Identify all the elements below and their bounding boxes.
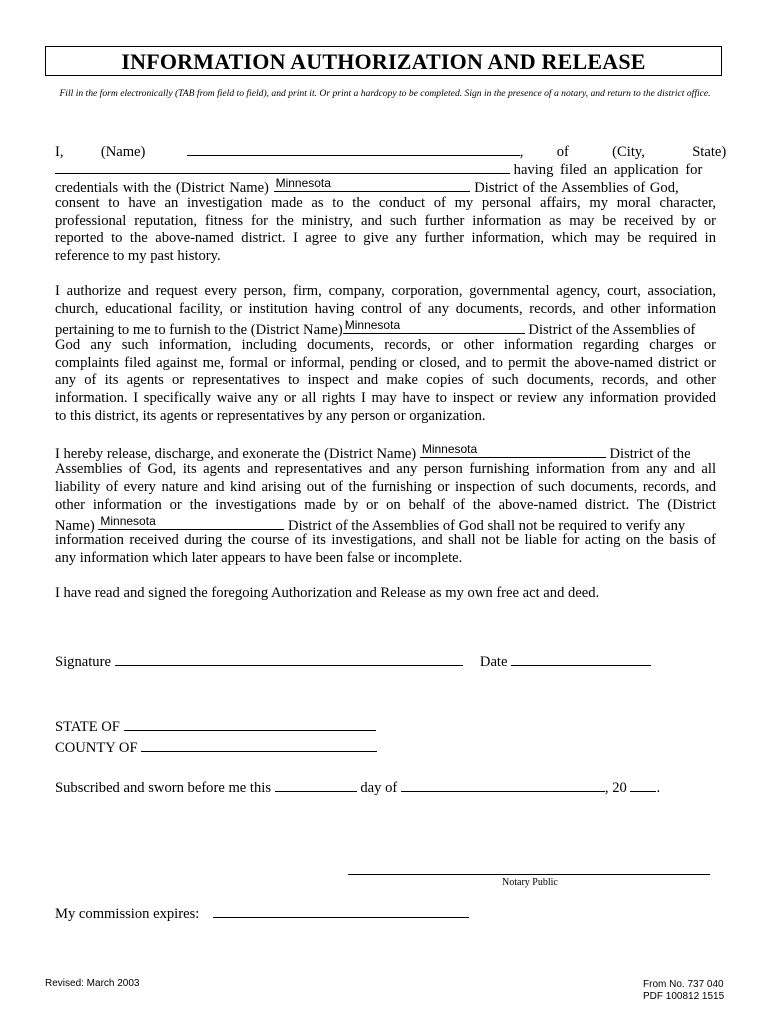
district-value-3: Minnesota [421,442,478,457]
release-line-3: liability of every nature and kind arising out of the furnishing or inspection of such documents, records, and [55,478,716,495]
authorize-line-8: to this district, its agents or representatives by any person or organization. [55,408,486,425]
state-label: State) [692,144,727,160]
city-label: (City, [612,144,645,160]
sworn-year-field[interactable] [630,778,656,792]
form-instructions: Fill in the form electronically (TAB from field to field), and print it. Or print a hardcopy to be completed. Sign in the presence of a notary, and return to the district office. [59,88,711,99]
pdf-no: PDF 100812 1515 [643,991,725,1002]
district-suffix-2: District of the Assemblies of [528,321,696,338]
state-of-field[interactable] [124,717,376,731]
paragraph-acknowledge [55,585,716,603]
consent-line-2: professional reputation, fitness for the ministry, and such further information as may be received by or [55,212,716,229]
paragraph-release [55,443,716,568]
commission-label: My commission expires: [55,906,200,922]
of-label: of [556,144,569,160]
release-line-2: Assemblies of God, its agents and representatives and any person furnishing information from any and all [55,460,716,477]
day-of-label: day of [360,780,398,796]
signature-label: Signature [55,654,111,670]
form-number [643,979,724,1003]
district-label-4: Name) [55,517,95,534]
county-of-field[interactable] [141,738,377,752]
paragraph-consent [55,141,727,266]
name-city-line: I, (Name) , of (City, State) [55,141,716,159]
year-prefix-label: , 20 [604,780,627,796]
district-suffix-3: District of the [609,446,691,462]
name-label: (Name) [100,144,146,160]
sworn-label: Subscribed and sworn before me this [55,780,272,796]
district-value-2: Minnesota [344,317,401,332]
signature-row [55,652,651,671]
authorize-line-2: church, educational facility, or institution having control of any documents, records, and other information [55,300,716,317]
district-line-1 [55,177,716,195]
authorize-line-7: information. I specifically waive any or all rights I may have to inspect or review any information provided [55,390,716,407]
city-state-line [55,159,716,177]
paragraph-authorize [55,283,716,426]
consent-line-3: reported to the above-named district. I agree to give any further information, which may be required in [55,230,716,247]
district-suffix-1: District of the Assemblies of God, [474,179,679,196]
sworn-month-field[interactable] [401,778,605,792]
district-line-3 [55,443,716,461]
district-line-2 [55,319,716,337]
release-line-4: other information or the investigations made by or on behalf of the above-named district. The (District [55,496,716,513]
date-field[interactable] [511,652,651,666]
commission-field[interactable] [213,904,469,918]
city-state-field[interactable] [55,159,510,174]
acknowledge-line: I have read and signed the foregoing Authorization and Release as my own free act and deed. [55,585,600,601]
authorize-line-6: any of its agents or representatives to inspect and make copies of such documents, records, and other [55,372,716,389]
consent-line-4: reference to my past history. [55,248,221,265]
district-field-2[interactable] [343,319,525,334]
signature-field[interactable] [115,652,463,666]
release-line-6: information received during the course of its investigations, and shall not be liable for acting on the basis of [55,532,716,549]
name-field[interactable] [187,141,520,156]
district-value-4: Minnesota [100,513,156,528]
district-label-1: credentials with the (District Name) [55,179,269,196]
district-label-3: I hereby release, discharge, and exonerate the (District Name) [55,446,417,462]
county-row [55,738,377,757]
district-line-4 [55,515,716,533]
district-field-1[interactable] [274,177,470,192]
sworn-end: . [656,780,661,796]
notary-public-label: Notary Public [502,877,558,888]
authorize-line-4: God any such information, including documents, records, or other information regarding charges or [55,336,716,353]
form-no: From No. 737 040 [643,979,724,990]
district-field-4[interactable] [98,515,284,530]
sworn-row [55,778,660,797]
consent-line-1: consent to have an investigation made as to the conduct of my personal affairs, my moral character, [55,194,716,211]
county-of-label: COUNTY OF [55,740,138,756]
date-label: Date [479,654,508,670]
notary-signature-line[interactable] [348,874,710,875]
commission-row [55,904,469,923]
district-value-1: Minnesota [275,175,331,190]
authorize-line-5: complaints filed against me, formal or informal, pending or closed, and to permit the above-named district or [55,354,716,371]
form-title: INFORMATION AUTHORIZATION AND RELEASE [121,49,646,74]
district-field-3[interactable] [420,443,606,458]
application-text: having filed an application for [513,161,703,178]
revised-date: Revised: March 2003 [45,978,140,989]
i-label: I, [55,144,64,160]
authorize-line-1: I authorize and request every person, firm, company, corporation, governmental agency, court, association, [55,283,716,299]
district-label-2: pertaining to me to furnish to the (District Name) [55,321,343,338]
district-suffix-4: District of the Assemblies of God shall not be required to verify any [288,517,686,534]
sworn-day-field[interactable] [275,778,357,792]
release-line-7: any information which later appears to have been false or incomplete. [55,550,463,567]
state-of-label: STATE OF [55,719,120,735]
form-title-box [45,46,722,76]
state-row [55,717,376,736]
